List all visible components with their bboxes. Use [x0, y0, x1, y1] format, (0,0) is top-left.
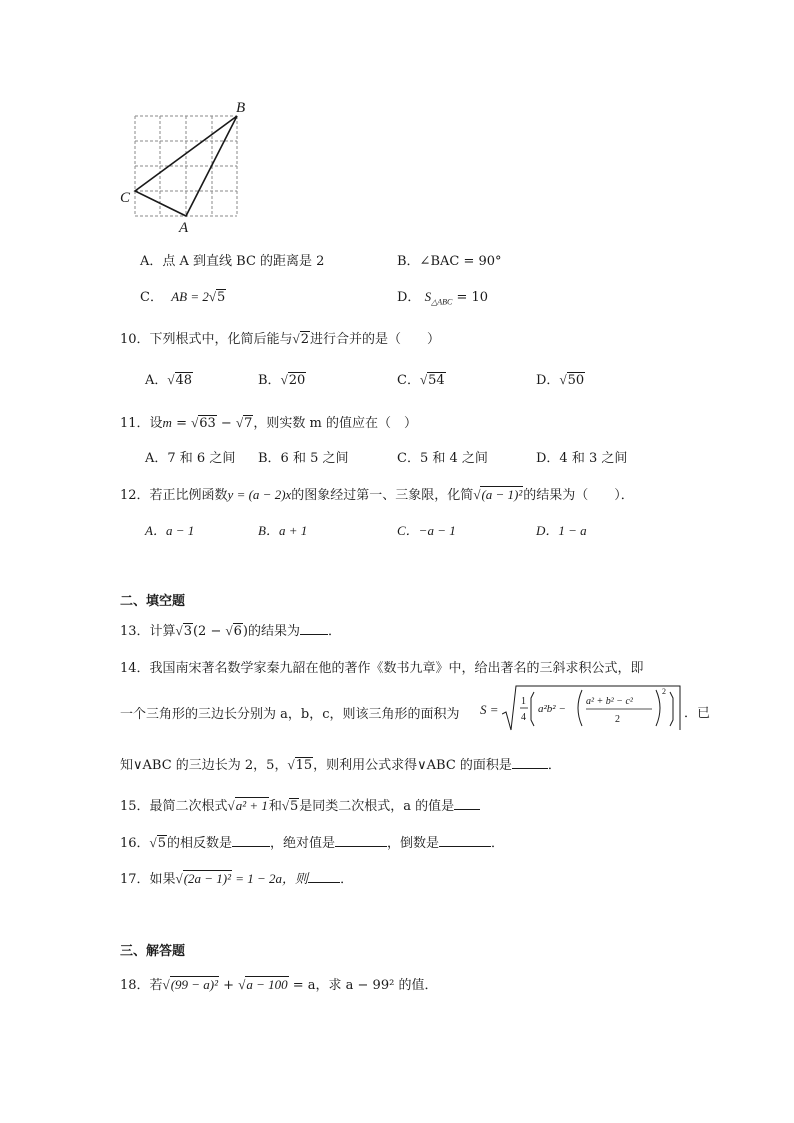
- q18: 18．若√(99 − a)² + √a − 100 = a，求 a − 99² 的值．: [120, 977, 438, 993]
- q10-stem: [120, 328, 440, 347]
- svg-text:1: 1: [521, 696, 526, 707]
- q10-option-a: A．√48: [145, 372, 193, 388]
- q14-line-2: 一个三角形的三边长分别为 a，b，c，则该三角形的面积为: [120, 707, 460, 722]
- answer-blank: [454, 797, 480, 810]
- q12-option-c: C．−a − 1: [397, 523, 456, 538]
- sqrt-icon: √: [419, 372, 428, 387]
- q10-option-d: D．√50: [536, 372, 585, 388]
- sqrt-icon: √: [191, 415, 199, 430]
- q15: 15．最简二次根式√a² + 1和√5是同类二次根式，a 的值是: [120, 795, 480, 814]
- answer-blank: [232, 834, 270, 847]
- sqrt-icon: √: [235, 415, 244, 430]
- q9-option-d: [397, 286, 488, 307]
- q12-stem: 12．若正比例函数y = (a − 2)x的图象经过第一、三象限，化简√(a − 1)²的结果为（ ）．: [120, 487, 634, 503]
- q10-stem-text-b: 进行合并的是（ ）: [309, 332, 440, 347]
- svg-text:2: 2: [662, 687, 666, 696]
- q16: 16．√5的相反数是 ，绝对值是 ，倒数是 ．: [120, 835, 505, 851]
- answer-blank: [439, 834, 491, 847]
- sqrt-icon: √: [225, 623, 233, 638]
- sqrt-icon: √: [238, 977, 246, 992]
- answer-blank: [512, 756, 548, 769]
- sqrt-icon: √: [281, 798, 290, 813]
- sqrt-icon: √: [227, 798, 235, 813]
- q11-option-a: A．7 和 6 之间: [145, 451, 236, 466]
- q12-option-a: A．a − 1: [145, 523, 195, 538]
- sqrt-icon: √: [167, 372, 175, 387]
- q9-c-expr: AB = 2: [171, 289, 209, 304]
- section-3-title: 三、解答题: [120, 944, 186, 959]
- label-b: B: [236, 100, 246, 116]
- label-a: A: [179, 220, 189, 236]
- q14-formula-graphic: [502, 684, 682, 734]
- sqrt-icon: √: [280, 372, 288, 387]
- sqrt-icon: √: [149, 835, 157, 850]
- q9-option-b: B．∠BAC = 90°: [397, 254, 502, 269]
- q13: 13．计算√3(2 − √6)的结果为 ．: [120, 623, 341, 639]
- q12-option-d: D．1 − a: [536, 523, 587, 538]
- q11-option-d: D．4 和 3 之间: [536, 451, 628, 466]
- q9-c-label: C．: [140, 290, 163, 305]
- q12-option-b: B．a + 1: [258, 523, 308, 538]
- q11-option-b: B．6 和 5 之间: [258, 451, 349, 466]
- q9-d-label: D．: [397, 290, 421, 305]
- sqrt-icon: √: [162, 977, 170, 992]
- q9-d-value: = 10: [452, 290, 489, 305]
- sqrt-icon: √: [292, 331, 300, 346]
- q14-line-1: 14．我国南宋著名数学家秦九韶在他的著作《数书九章》中，给出著名的三斜求积公式，即: [120, 661, 644, 676]
- svg-text:a² + b² − c²: a² + b² − c²: [586, 696, 633, 707]
- sqrt-icon: √: [208, 289, 217, 304]
- q11-option-c: C．5 和 4 之间: [397, 451, 488, 466]
- q10-stem-radicand: 2: [300, 332, 309, 347]
- svg-text:2: 2: [615, 714, 620, 725]
- answer-blank: [308, 870, 340, 883]
- q10-option-b: B．√20: [258, 372, 306, 388]
- sqrt-icon: √: [473, 487, 481, 502]
- answer-blank: [300, 622, 328, 635]
- sqrt-icon: √: [175, 871, 183, 886]
- q9-c-radicand: 5: [217, 290, 226, 305]
- q10-stem-text-a: 10．下列根式中，化简后能与: [120, 332, 293, 347]
- sqrt-icon: √: [287, 757, 295, 772]
- q11-stem: 11．设m = √63 − √7，则实数 m 的值应在（ ）: [120, 415, 417, 431]
- q14-line-3: 知∨ABC 的三边长为 2，5，√15，则利用公式求得∨ABC 的面积是 ．: [120, 757, 561, 773]
- q10-option-c: C．√54: [397, 372, 445, 388]
- q9-option-a: A．点 A 到直线 BC 的距离是 2: [140, 254, 325, 269]
- q9-option-c: [140, 286, 226, 305]
- section-2-title: 二、填空题: [120, 594, 186, 609]
- q9-d-symbol: S: [424, 289, 432, 304]
- q9-d-subscript: △ABC: [431, 297, 453, 307]
- q17: 17．如果√(2a − 1)² = 1 − 2a，则 ．: [120, 871, 354, 887]
- svg-text:a²b² −: a²b² −: [538, 703, 566, 715]
- triangle-grid-figure: [115, 98, 255, 238]
- svg-text:4: 4: [521, 712, 526, 723]
- sqrt-icon: √: [175, 623, 183, 638]
- label-c: C: [120, 190, 131, 206]
- sqrt-icon: √: [559, 372, 567, 387]
- answer-blank: [335, 834, 387, 847]
